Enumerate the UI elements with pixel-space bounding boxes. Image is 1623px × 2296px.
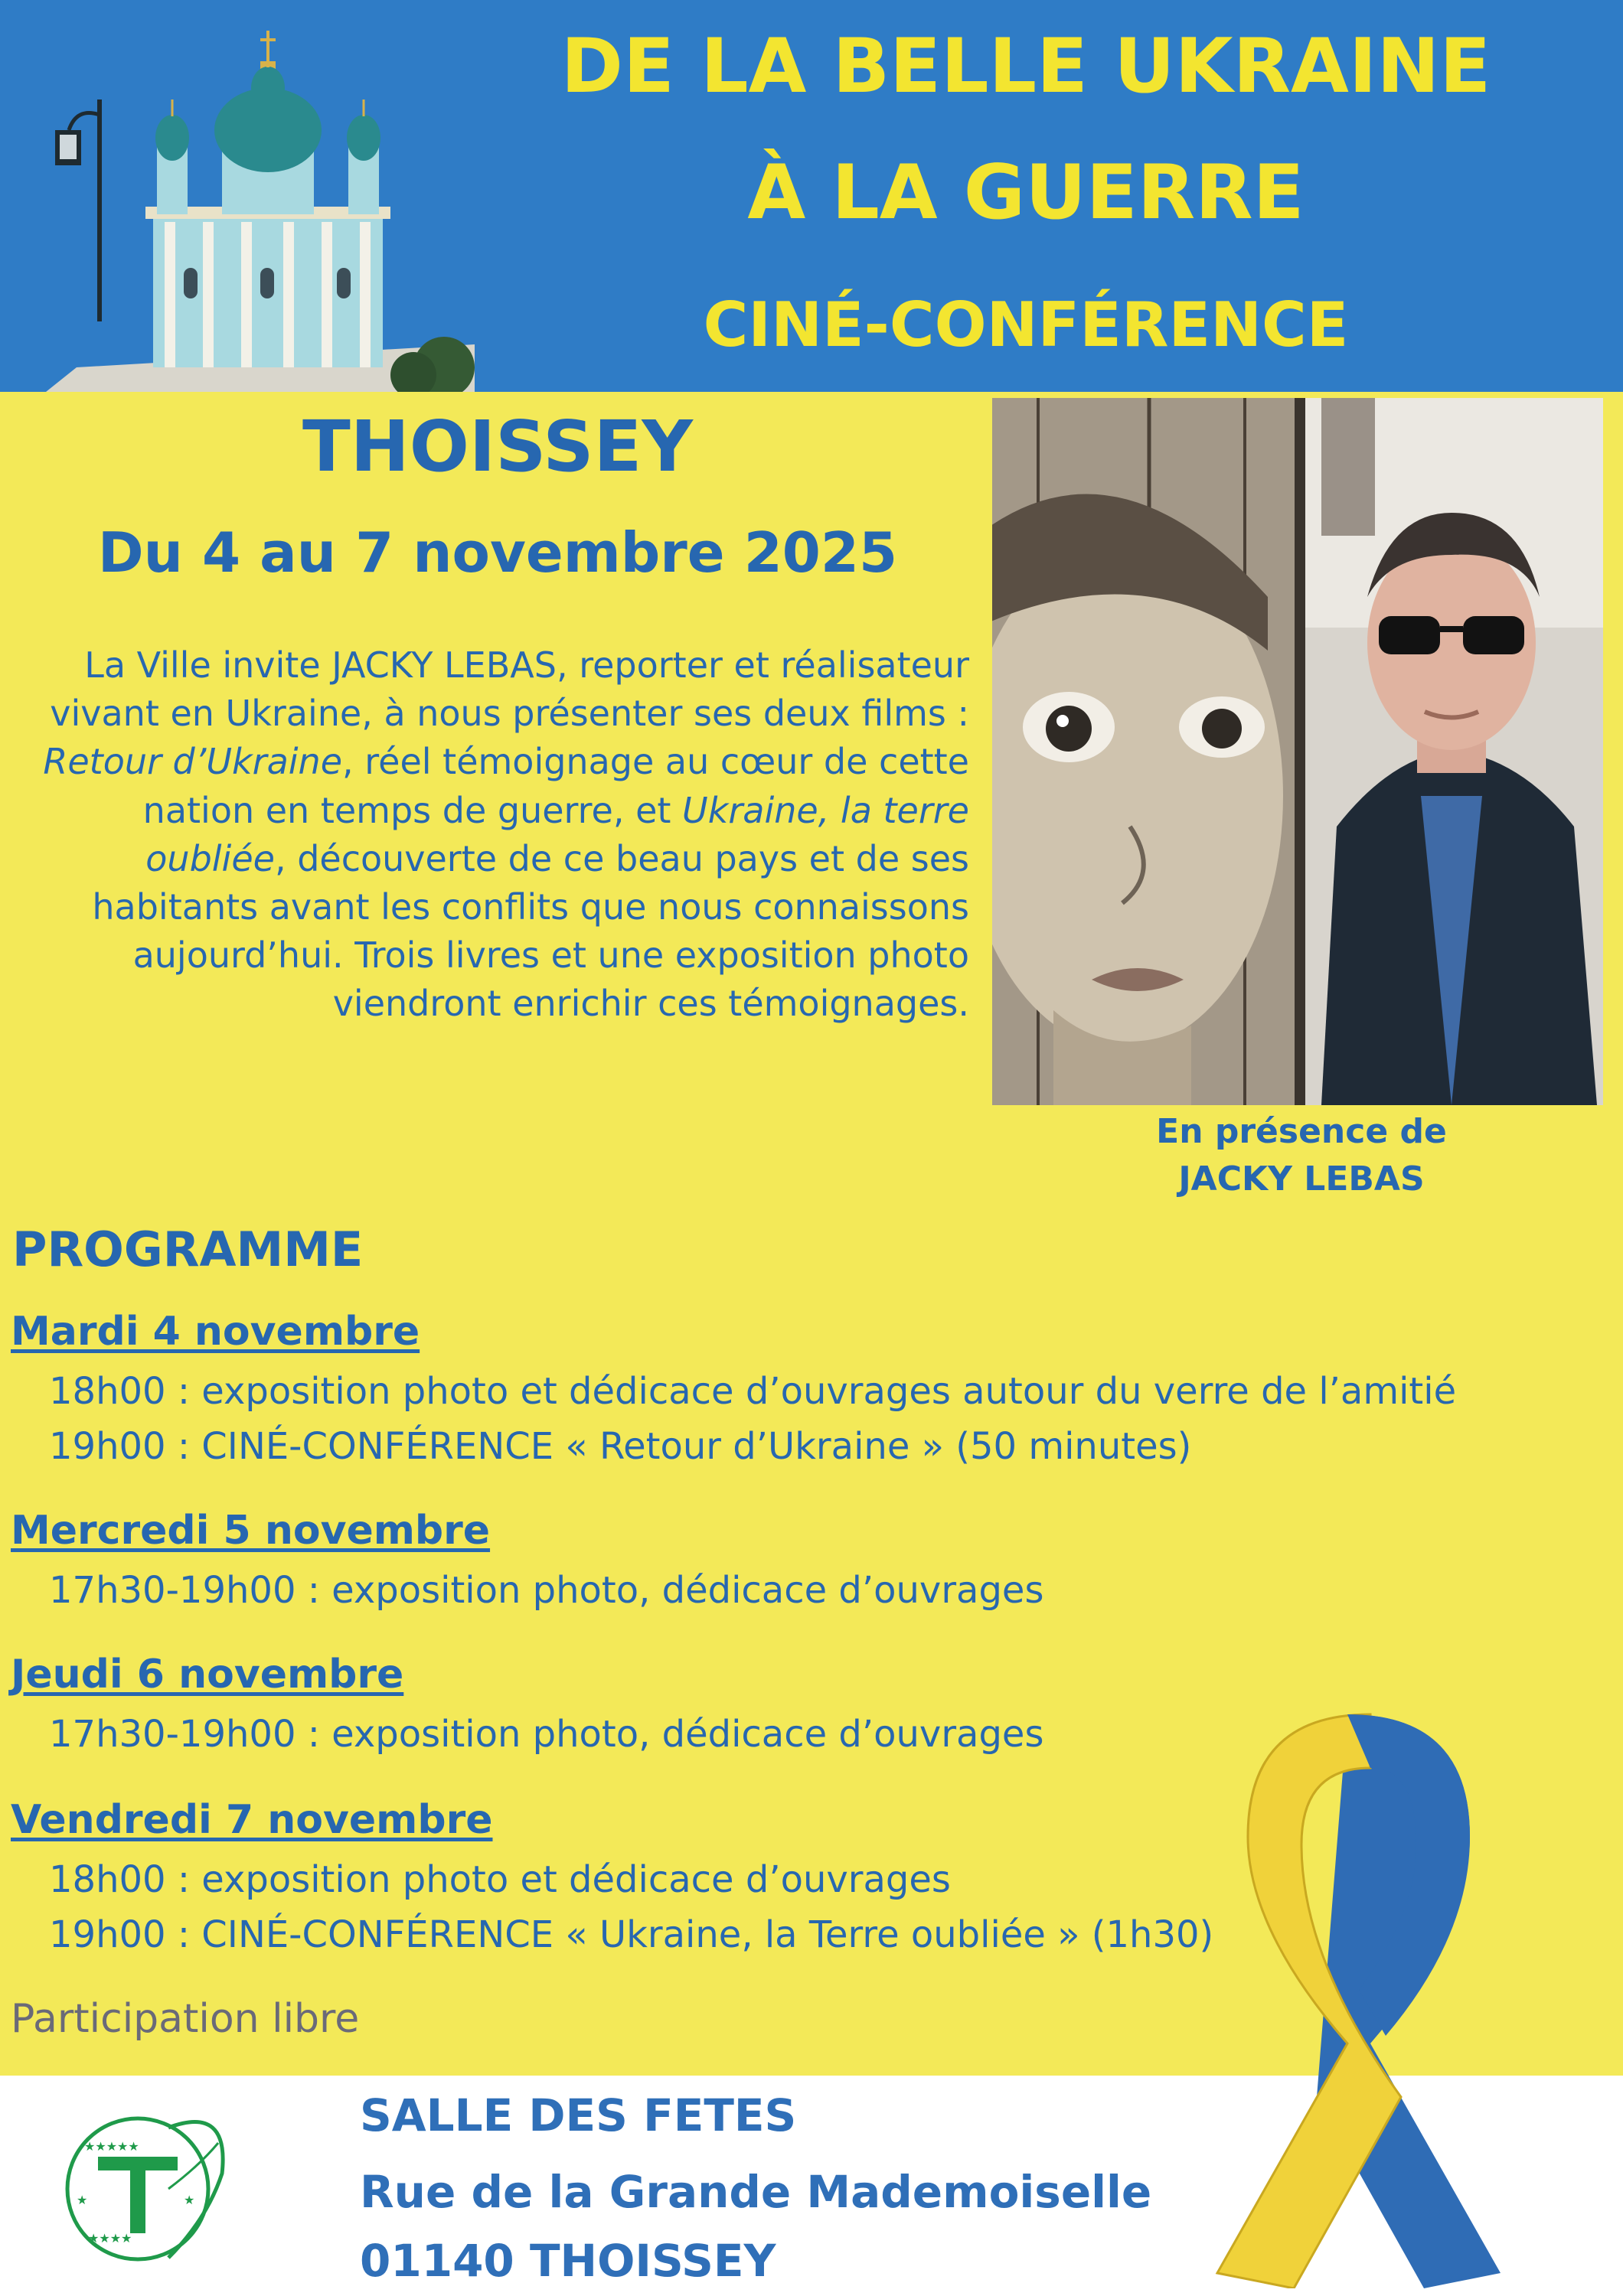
event-line: 17h30-19h00 : exposition photo, dédicace d’ouvrages (49, 1569, 1044, 1612)
header-band (0, 0, 1623, 392)
ukraine-ribbon-icon (1194, 1684, 1523, 2288)
intro-part1: La Ville invite JACKY LEBAS, reporter et réalisateur vivant en Ukraine, à nous présenter ses deux films : (50, 644, 969, 735)
portrait-photo (992, 398, 1603, 1105)
caption-line2: JACKY LEBAS (1178, 1159, 1425, 1199)
poster-title-line1: DE LA BELLE UKRAINE (560, 23, 1491, 110)
poster-title-line2: À LA GUERRE (747, 149, 1305, 236)
venue-city: 01140 THOISSEY (360, 2235, 776, 2287)
day-heading: Jeudi 6 novembre (11, 1652, 404, 1698)
intro-part2: , réel témoignage au cœur de cette nation en temps de guerre, et (142, 741, 969, 831)
event-line: 18h00 : exposition photo et dédicace d’ouvrages autour du verre de l’amitié (49, 1370, 1457, 1413)
svg-text:★★★★★: ★★★★★ (84, 2139, 139, 2154)
intro-paragraph (12, 641, 969, 1029)
intro-part3: , découverte de ce beau pays et de ses habitants avant les conflits que nous connaissons aujourd’hui. Trois livres et une exposition photo viendront enrichir ces témoignages. (92, 837, 969, 1025)
film-title-1: Retour d’Ukraine (43, 741, 343, 783)
event-line: 18h00 : exposition photo et dédicace d’ouvrages (49, 1858, 951, 1901)
venue-street: Rue de la Grande Mademoiselle (360, 2166, 1152, 2218)
event-dates: Du 4 au 7 novembre 2025 (97, 520, 898, 585)
church-illustration (15, 15, 490, 392)
event-line: 19h00 : CINÉ-CONFÉRENCE « Ukraine, la Terre oubliée » (1h30) (49, 1913, 1214, 1956)
poster-subtitle: CINÉ-CONFÉRENCE (703, 289, 1349, 360)
thoissey-logo-icon (54, 2097, 237, 2281)
svg-text:★★★★: ★★★★ (88, 2231, 132, 2245)
photo-caption (1102, 1108, 1501, 1203)
day-heading: Mercredi 5 novembre (11, 1508, 491, 1554)
venue-name: SALLE DES FETES (360, 2089, 797, 2141)
film-title-2: Ukraine, la terre oubliée (145, 789, 969, 879)
event-line: 17h30-19h00 : exposition photo, dédicace d’ouvrages (49, 1713, 1044, 1756)
programme-title: PROGRAMME (12, 1221, 364, 1277)
day-heading: Mardi 4 novembre (11, 1309, 420, 1355)
participation-note: Participation libre (11, 1996, 360, 2042)
day-heading: Vendredi 7 novembre (11, 1797, 493, 1843)
caption-line1: En présence de (1156, 1112, 1447, 1151)
event-city: THOISSEY (302, 406, 694, 488)
event-line: 19h00 : CINÉ-CONFÉRENCE « Retour d’Ukraine » (50 minutes) (49, 1425, 1192, 1468)
svg-text:★: ★ (184, 2193, 195, 2207)
svg-text:★: ★ (77, 2193, 88, 2207)
